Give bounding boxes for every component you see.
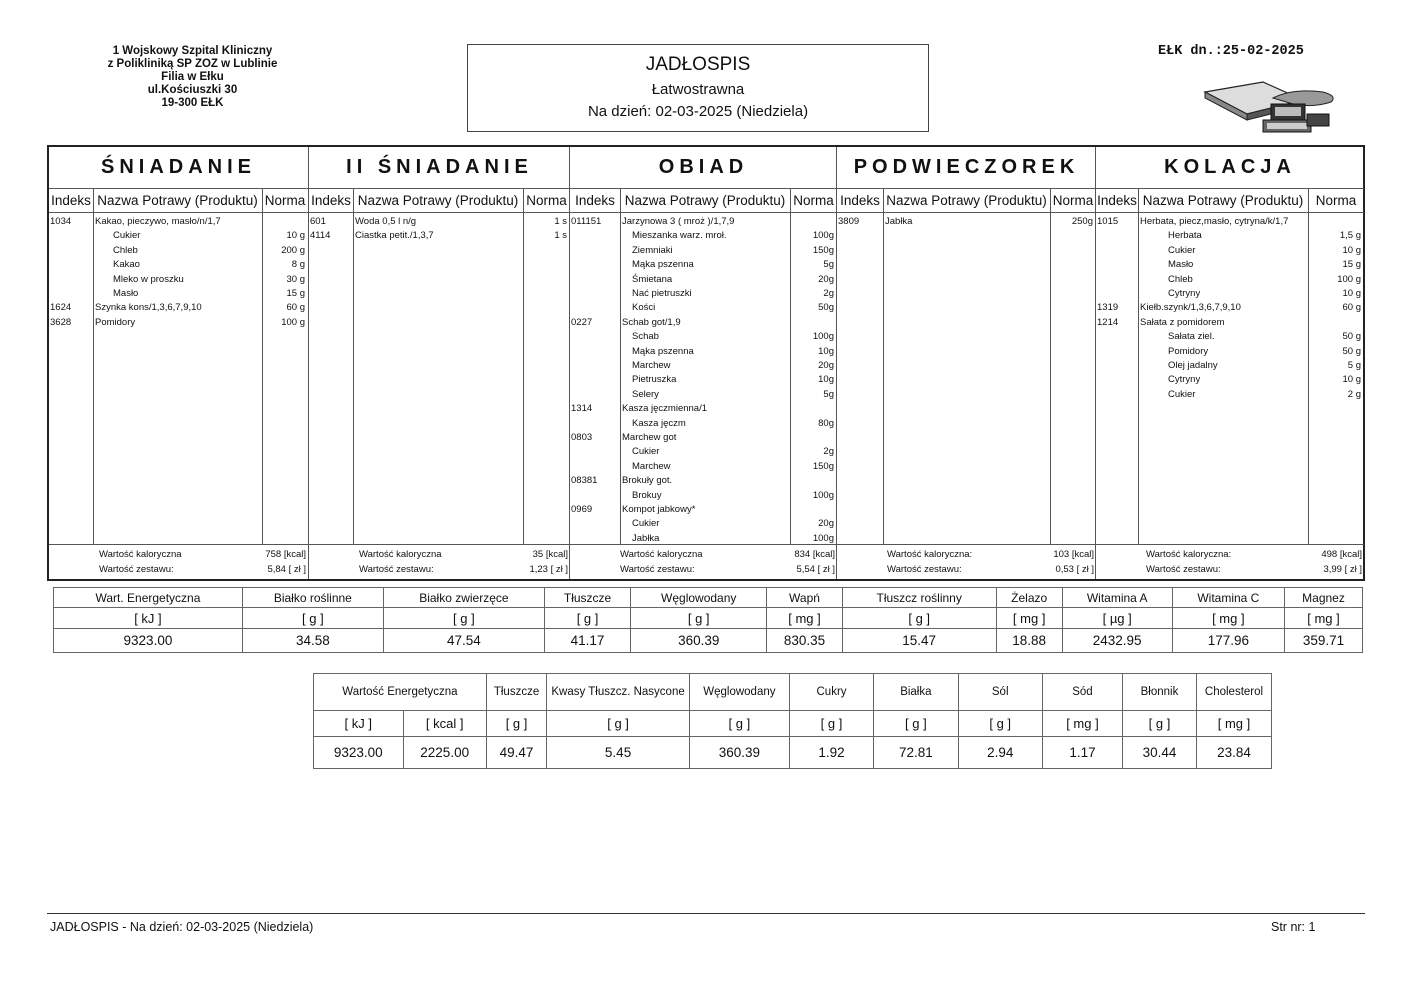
nutrient-name: Tłuszcze: [486, 674, 546, 711]
nutrient-value: 2.94: [958, 737, 1042, 769]
row-name: Selery: [632, 388, 659, 400]
nutrient-name: Białko roślinne: [242, 588, 383, 608]
cost-label: Wartość zestawu:: [359, 564, 434, 575]
menu-row: [49, 273, 308, 287]
row-name: Sałata ziel.: [1168, 331, 1215, 343]
meal-summary: [49, 544, 308, 582]
nutrient-unit: [ mg ]: [1196, 711, 1271, 737]
nutrient-value: 9323.00: [314, 737, 404, 769]
row-index: 1624: [50, 302, 72, 314]
nutrition2-header-row: [314, 674, 1272, 711]
nutrient-unit: [ kcal ]: [403, 711, 486, 737]
menu-row: [1096, 373, 1364, 387]
nutrient-unit: [ g ]: [544, 608, 630, 629]
nutrient-unit: [ g ]: [958, 711, 1042, 737]
nutrient-name: Węglowodany: [689, 674, 789, 711]
row-norm: 2g: [823, 446, 834, 458]
menu-row: [570, 388, 837, 402]
menu-row: [570, 445, 837, 459]
nutrient-value: 72.81: [874, 737, 958, 769]
row-name: Schab got/1,9: [622, 316, 681, 328]
nutrient-value: 5.45: [547, 737, 690, 769]
nutrient-value: 30.44: [1123, 737, 1197, 769]
title-box: [467, 44, 929, 132]
row-norm: 2g: [823, 288, 834, 299]
nutrient-name: Błonnik: [1123, 674, 1197, 711]
column-header-norm: Norma: [790, 188, 837, 213]
menu-row: [309, 215, 570, 229]
row-name: Cukier: [632, 518, 660, 530]
nutrient-unit: [ g ]: [383, 608, 544, 629]
nutrient-name: Witamina C: [1172, 588, 1284, 608]
menu-row: [570, 244, 837, 258]
nutrient-unit: [ g ]: [789, 711, 873, 737]
row-norm: 60 g: [1342, 302, 1361, 314]
nutrient-unit: [ g ]: [547, 711, 690, 737]
column-header-name: Nazwa Potrawy (Produktu): [93, 188, 262, 213]
row-norm: 100g: [812, 331, 834, 343]
kcal-label: Wartość kaloryczna: [99, 549, 182, 560]
column-header-name: Nazwa Potrawy (Produktu): [883, 188, 1050, 213]
nutrient-value: 2225.00: [403, 737, 486, 769]
row-name: Herbata: [1168, 230, 1202, 242]
column-divider: [1050, 188, 1051, 544]
nutrient-name: Żelazo: [996, 588, 1062, 608]
row-norm: 60 g: [286, 302, 305, 314]
hospital-line: 19-300 EŁK: [161, 97, 224, 109]
row-name: Herbata, piecz,masło, cytryna/k/1,7: [1140, 216, 1289, 227]
kcal-value: 834 [kcal]: [794, 549, 835, 560]
hospital-line: ul.Kościuszki 30: [147, 84, 238, 96]
kcal-value: 103 [kcal]: [1053, 549, 1094, 560]
footer-title: JADŁOSPIS - Na dzień: 02-03-2025 (Niedziela): [50, 920, 314, 934]
row-name: Mieszanka warz. mroł.: [632, 230, 727, 242]
menu-row: [570, 258, 837, 272]
cost-label: Wartość zestawu:: [620, 564, 695, 575]
nutrient-unit: [ g ]: [242, 608, 383, 629]
nutrient-name: Kwasy Tłuszcz. Nasycone: [547, 674, 690, 711]
menu-row: [570, 417, 837, 431]
cost-label: Wartość zestawu:: [1146, 564, 1221, 575]
row-index: 3809: [838, 216, 860, 227]
cost-value: 5,54 [ zł ]: [796, 564, 835, 575]
row-name: Woda 0,5 l n/g: [355, 216, 417, 227]
nutrient-value: 360.39: [631, 629, 767, 653]
nutrient-name: Wart. Energetyczna: [54, 588, 243, 608]
row-name: Nać pietruszki: [632, 288, 692, 299]
menu-row: [570, 431, 837, 445]
column-header-norm: Norma: [1050, 188, 1096, 213]
kcal-label: Wartość kaloryczna:: [1146, 549, 1232, 560]
row-norm: 8 g: [291, 259, 305, 271]
cost-value: 1,23 [ zł ]: [529, 564, 568, 575]
row-norm: 2 g: [1347, 388, 1361, 400]
nutrient-name: Wapń: [767, 588, 842, 608]
row-name: Cytryny: [1168, 374, 1201, 386]
nutrition2-unit-row: [314, 711, 1272, 737]
row-name: Pomidory: [1168, 345, 1209, 357]
nutrient-value: 47.54: [383, 629, 544, 653]
meal-summary: [837, 544, 1096, 582]
cost-value: 5,84 [ zł ]: [267, 564, 306, 575]
nutrient-name: Tłuszcze: [544, 588, 630, 608]
menu-row: [570, 460, 837, 474]
row-norm: 10 g: [1342, 374, 1361, 386]
nutrient-unit: [ kJ ]: [54, 608, 243, 629]
menu-row: [1096, 301, 1364, 315]
row-name: Kakao, pieczywo, masło/n/1,7: [95, 216, 221, 227]
nutrient-value: 360.39: [689, 737, 789, 769]
row-norm: 150g: [812, 460, 834, 472]
meal-title: OBIAD: [570, 147, 837, 189]
menu-row: [570, 489, 837, 503]
menu-row: [49, 244, 308, 258]
row-norm: 150g: [812, 244, 834, 256]
meal-summary: [570, 544, 837, 582]
row-name: Brokuy: [632, 489, 662, 501]
meal-section: [308, 147, 570, 579]
row-norm: 5 g: [1347, 360, 1361, 371]
row-name: Chleb: [1168, 273, 1193, 285]
menu-row: [570, 359, 837, 373]
row-norm: 10 g: [1342, 244, 1361, 256]
row-index: 4114: [310, 230, 331, 242]
diet-name: Łatwostrawna: [651, 81, 745, 98]
row-name: Masło: [1168, 259, 1194, 271]
computer-logo-icon: [1203, 78, 1343, 138]
nutrient-unit: [ mg ]: [767, 608, 842, 629]
nutrition-value-row: [54, 629, 1363, 653]
kcal-value: 498 [kcal]: [1321, 549, 1362, 560]
row-norm: 100 g: [281, 316, 305, 328]
hospital-line: 1 Wojskowy Szpital Kliniczny: [112, 45, 273, 57]
menu-row: [1096, 345, 1364, 359]
menu-table: [47, 145, 1365, 581]
menu-row: [49, 287, 308, 301]
row-name: Marchew got: [622, 432, 677, 443]
column-divider: [883, 188, 884, 544]
nutrient-name: Sól: [958, 674, 1042, 711]
column-header-norm: Norma: [1308, 188, 1364, 213]
menu-row: [49, 258, 308, 272]
nutrient-name: Cholesterol: [1196, 674, 1271, 711]
nutrient-value: 830.35: [767, 629, 842, 653]
row-norm: 10 g: [1342, 288, 1361, 299]
row-norm: 20g: [818, 360, 834, 371]
row-norm: 5g: [823, 259, 834, 271]
row-name: Jabłka: [885, 216, 913, 227]
cost-label: Wartość zestawu:: [99, 564, 174, 575]
nutrient-value: 18.88: [996, 629, 1062, 653]
column-header-name: Nazwa Potrawy (Produktu): [353, 188, 523, 213]
row-norm: 1 s: [554, 216, 567, 227]
cost-value: 3,99 [ zł ]: [1323, 564, 1362, 575]
column-header-index: Indeks: [1096, 188, 1138, 213]
page-number: Str nr: 1: [1271, 920, 1316, 934]
menu-row: [1096, 244, 1364, 258]
meal-summary: [1096, 544, 1364, 582]
row-norm: 100g: [812, 532, 834, 544]
row-index: 1015: [1097, 216, 1119, 227]
nutrient-value: 49.47: [486, 737, 546, 769]
nutrient-unit: [ mg ]: [1285, 608, 1363, 629]
nutrition-unit-row: [54, 608, 1363, 629]
nutrient-unit: [ µg ]: [1062, 608, 1172, 629]
hospital-address: [80, 45, 305, 110]
hospital-line: Filia w Ełku: [161, 71, 224, 83]
column-header-name: Nazwa Potrawy (Produktu): [620, 188, 790, 213]
row-norm: 100g: [812, 489, 834, 501]
issue-date: EŁK dn.:25-02-2025: [1158, 44, 1304, 59]
row-name: Szynka kons/1,3,6,7,9,10: [95, 302, 202, 314]
menu-row: [570, 316, 837, 330]
meal-title: PODWIECZOREK: [837, 147, 1096, 189]
nutrient-name: Sód: [1042, 674, 1122, 711]
nutrient-name: Białka: [874, 674, 958, 711]
row-name: Cukier: [632, 446, 660, 458]
nutrient-value: 359.71: [1285, 629, 1363, 653]
nutrient-name: Witamina A: [1062, 588, 1172, 608]
nutrient-value: 15.47: [842, 629, 996, 653]
row-norm: 15 g: [286, 288, 305, 299]
menu-row: [1096, 316, 1364, 330]
menu-row: [1096, 330, 1364, 344]
nutrition2-value-row: [314, 737, 1272, 769]
nutrient-unit: [ g ]: [842, 608, 996, 629]
nutrient-name: Tłuszcz roślinny: [842, 588, 996, 608]
nutrient-name: Magnez: [1285, 588, 1363, 608]
menu-row: [1096, 258, 1364, 272]
column-header-norm: Norma: [262, 188, 308, 213]
row-norm: 20g: [818, 518, 834, 530]
row-name: Pomidory: [95, 316, 136, 328]
menu-row: [1096, 273, 1364, 287]
column-header-name: Nazwa Potrawy (Produktu): [1138, 188, 1308, 213]
nutrient-value: 1.17: [1042, 737, 1122, 769]
menu-row: [570, 503, 837, 517]
row-norm: 30 g: [286, 273, 305, 285]
row-index: 0227: [571, 316, 593, 328]
row-norm: 1 s: [554, 230, 567, 242]
menu-row: [49, 215, 308, 229]
menu-row: [1096, 215, 1364, 229]
menu-row: [49, 316, 308, 330]
nutrient-unit: [ kJ ]: [314, 711, 404, 737]
nutrient-name: Wartość Energetyczna: [314, 674, 487, 711]
menu-row: [570, 373, 837, 387]
row-norm: 10g: [818, 374, 834, 386]
row-index: 011151: [571, 216, 602, 227]
cost-label: Wartość zestawu:: [887, 564, 962, 575]
row-norm: 1,5 g: [1339, 230, 1361, 242]
row-name: Cytryny: [1168, 288, 1201, 299]
column-header-index: Indeks: [837, 188, 883, 213]
kcal-label: Wartość kaloryczna:: [887, 549, 973, 560]
meal-section: [836, 147, 1096, 579]
row-norm: 100g: [812, 230, 834, 242]
nutrient-unit: [ mg ]: [996, 608, 1062, 629]
meal-title: II ŚNIADANIE: [309, 147, 570, 189]
row-index: 08381: [571, 475, 598, 487]
row-name: Kości: [632, 302, 656, 314]
row-norm: 50 g: [1342, 331, 1361, 343]
row-name: Jarzynowa 3 ( mroż )/1,7,9: [622, 216, 735, 227]
row-name: Kasza jęczmienna/1: [622, 403, 708, 415]
row-index: 0803: [571, 432, 593, 443]
cost-value: 0,53 [ zł ]: [1055, 564, 1094, 575]
nutrition-table-1: [53, 587, 1363, 653]
row-norm: 15 g: [1342, 259, 1361, 271]
row-name: Śmietana: [632, 273, 673, 285]
meal-summary: [309, 544, 570, 582]
row-name: Ziemniaki: [632, 244, 673, 256]
menu-row: [570, 273, 837, 287]
menu-row: [309, 229, 570, 243]
page-title: JADŁOSPIS: [645, 54, 751, 75]
menu-row: [570, 402, 837, 416]
row-name: Jabłka: [632, 532, 660, 544]
column-header-index: Indeks: [309, 188, 353, 213]
nutrient-unit: [ g ]: [486, 711, 546, 737]
row-index: 1214: [1097, 316, 1119, 328]
nutrient-value: 23.84: [1196, 737, 1271, 769]
nutrient-unit: [ mg ]: [1042, 711, 1122, 737]
row-name: Pietruszka: [632, 374, 677, 386]
menu-row: [1096, 287, 1364, 301]
menu-date: Na dzień: 02-03-2025 (Niedziela): [587, 103, 809, 120]
menu-row: [49, 301, 308, 315]
row-name: Schab: [632, 331, 659, 343]
row-name: Mleko w proszku: [113, 273, 184, 285]
meal-section: [49, 147, 308, 579]
row-norm: 50 g: [1342, 345, 1361, 357]
nutrient-name: Białko zwierzęce: [383, 588, 544, 608]
nutrient-value: 1.92: [789, 737, 873, 769]
menu-row: [570, 229, 837, 243]
nutrient-value: 34.58: [242, 629, 383, 653]
column-header-index: Indeks: [49, 188, 93, 213]
menu-row: [570, 287, 837, 301]
nutrition-table-2: [313, 673, 1272, 769]
nutrient-name: Węglowodany: [631, 588, 767, 608]
menu-row: [1096, 229, 1364, 243]
row-norm: 20g: [818, 273, 834, 285]
row-norm: 100 g: [1337, 273, 1361, 285]
row-name: Marchew: [632, 360, 671, 371]
kcal-label: Wartość kaloryczna: [620, 549, 703, 560]
row-index: 1319: [1097, 302, 1119, 314]
row-norm: 250g: [1071, 216, 1093, 227]
kcal-label: Wartość kaloryczna: [359, 549, 442, 560]
nutrient-unit: [ g ]: [874, 711, 958, 737]
row-name: Sałata z pomidorem: [1140, 316, 1225, 328]
row-name: Olej jadalny: [1168, 360, 1218, 371]
nutrient-unit: [ g ]: [1123, 711, 1197, 737]
row-norm: 10g: [818, 345, 834, 357]
kcal-value: 758 [kcal]: [265, 549, 306, 560]
menu-row: [570, 301, 837, 315]
row-index: 601: [310, 216, 326, 227]
row-norm: 5g: [823, 388, 834, 400]
menu-row: [570, 345, 837, 359]
row-name: Kasza jęczm: [632, 417, 686, 429]
row-name: Brokuły got.: [622, 475, 673, 487]
row-name: Masło: [113, 288, 139, 299]
row-norm: 10 g: [286, 230, 305, 242]
menu-row: [837, 215, 1096, 229]
menu-row: [1096, 388, 1364, 402]
menu-row: [570, 474, 837, 488]
nutrient-unit: [ g ]: [689, 711, 789, 737]
nutrient-name: Cukry: [789, 674, 873, 711]
row-name: Cukier: [1168, 244, 1196, 256]
nutrient-value: 177.96: [1172, 629, 1284, 653]
row-index: 1034: [50, 216, 72, 227]
row-index: 3628: [50, 316, 72, 328]
nutrient-unit: [ mg ]: [1172, 608, 1284, 629]
nutrient-unit: [ g ]: [631, 608, 767, 629]
row-name: Cukier: [1168, 388, 1196, 400]
column-header-index: Indeks: [570, 188, 620, 213]
meal-section: [569, 147, 837, 579]
nutrient-value: 2432.95: [1062, 629, 1172, 653]
menu-row: [570, 330, 837, 344]
row-index: 1314: [571, 403, 593, 415]
row-name: Ciastka petit./1,3,7: [355, 230, 434, 242]
nutrient-value: 9323.00: [54, 629, 243, 653]
menu-row: [570, 215, 837, 229]
menu-row: [1096, 359, 1364, 373]
nutrition-header-row: [54, 588, 1363, 608]
row-name: Chleb: [113, 244, 138, 256]
meal-section: [1095, 147, 1364, 579]
menu-row: [570, 517, 837, 531]
meal-title: KOLACJA: [1096, 147, 1364, 189]
row-norm: 50g: [818, 302, 834, 314]
footer-divider: [47, 913, 1365, 914]
meal-title: ŚNIADANIE: [49, 147, 308, 189]
row-name: Cukier: [113, 230, 141, 242]
row-norm: 200 g: [281, 244, 305, 256]
hospital-line: z Polikliniką SP ZOZ w Lublinie: [107, 58, 278, 70]
row-name: Marchew: [632, 460, 671, 472]
row-name: Kakao: [113, 259, 140, 271]
row-name: Kompot jabkowy*: [622, 504, 696, 515]
kcal-value: 35 [kcal]: [532, 549, 568, 560]
row-name: Kiełb.szynk/1,3,6,7,9,10: [1140, 302, 1241, 314]
menu-row: [49, 229, 308, 243]
row-name: Mąka pszenna: [632, 259, 694, 271]
row-index: 0969: [571, 504, 593, 515]
column-header-norm: Norma: [523, 188, 570, 213]
nutrient-value: 41.17: [544, 629, 630, 653]
row-name: Mąka pszenna: [632, 345, 694, 357]
row-norm: 80g: [818, 417, 834, 429]
